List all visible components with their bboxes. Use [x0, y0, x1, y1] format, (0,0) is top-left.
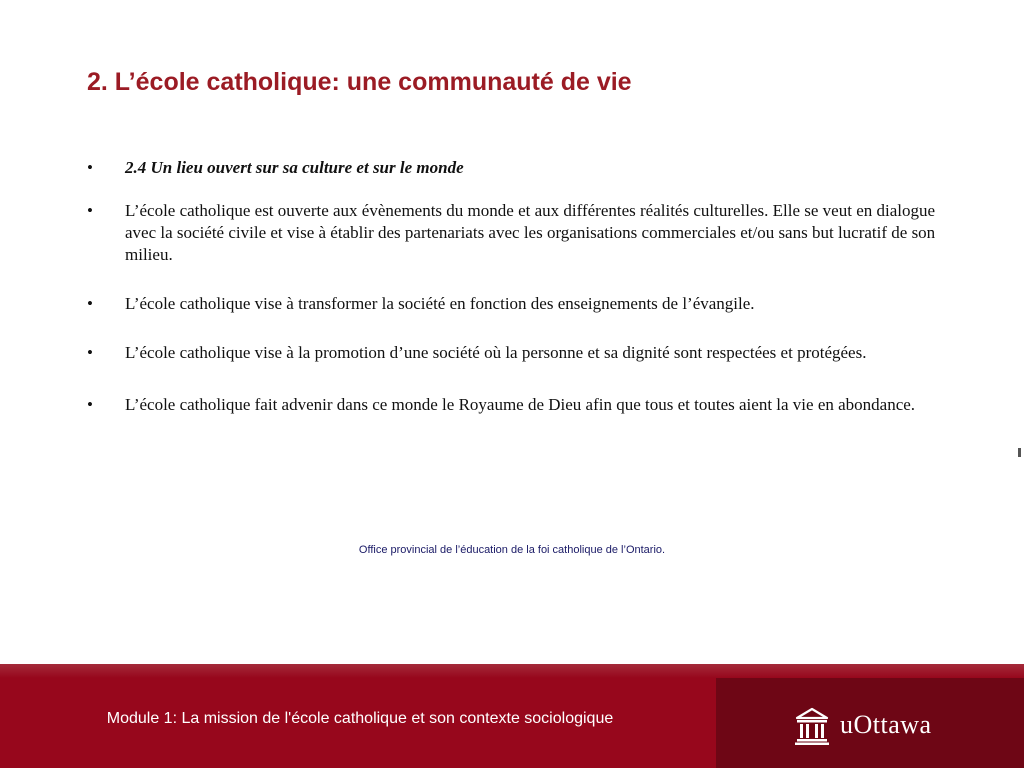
footer: [0, 664, 1024, 768]
bullet-marker: •: [87, 158, 93, 177]
bullet-marker: •: [87, 201, 93, 220]
edge-mark: [1018, 448, 1021, 457]
footer-top-band: [0, 664, 1024, 678]
bullet-marker: •: [87, 395, 93, 414]
bullet-item: [87, 394, 947, 416]
bullet-text: L’école catholique fait advenir dans ce monde le Royaume de Dieu afin que tous et toutes aient la vie en abondance.: [125, 395, 916, 414]
source-citation: Office provincial de l’éducation de la foi catholique de l’Ontario.: [358, 544, 666, 556]
bullet-item: [87, 293, 947, 315]
bullet-list: [87, 157, 947, 416]
slide-title: 2. L’école catholique: une communauté de vie: [87, 68, 632, 96]
bullet-marker: •: [87, 294, 93, 313]
bullet-item-subheading: [87, 157, 947, 179]
logo-panel: [716, 678, 1024, 768]
logo-wordmark: uOttawa: [840, 710, 932, 739]
bullet-text: L’école catholique vise à la promotion d’une société où la personne et sa dignité sont respectées et protégées.: [125, 343, 867, 362]
bullet-item: [87, 342, 947, 364]
bullet-marker: •: [87, 343, 93, 362]
bullet-text: 2.4 Un lieu ouvert sur sa culture et sur le monde: [125, 158, 464, 177]
building-icon: [794, 706, 830, 746]
bullet-text: L’école catholique vise à transformer la société en fonction des enseignements de l’évangile.: [125, 294, 755, 313]
bullet-text: L’école catholique est ouverte aux évènements du monde et aux différentes réalités culturelles. Elle se veut en dialogue avec la société civile et vise à établir des partenariats avec les organisations commerciales et/ou sans but lucratif de son milieu.: [125, 201, 936, 264]
bullet-item: [87, 200, 947, 266]
footer-module-title: Module 1: La mission de l'école catholique et son contexte sociologique: [106, 710, 614, 727]
